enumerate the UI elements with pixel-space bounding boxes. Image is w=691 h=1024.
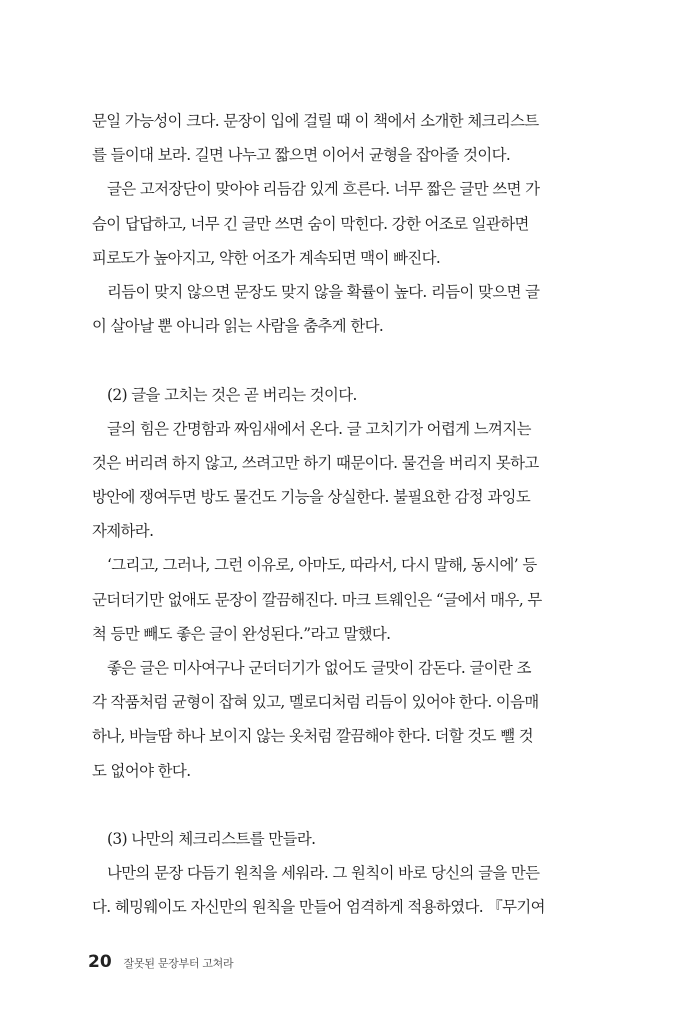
section-spacer xyxy=(92,343,608,377)
text-line: 하나, 바늘땀 하나 보이지 않는 옷처럼 깔끔해야 한다. 더할 것도 뺄 것 xyxy=(92,727,534,746)
text-line: 문일 가능성이 크다. 문장이 입에 걸릴 때 이 책에서 소개한 체크리스트 xyxy=(92,112,539,130)
paragraph xyxy=(92,856,608,924)
section-heading-text: (3) 나만의 체크리스트를 만들라. xyxy=(107,829,316,848)
text-line: 도 없어야 한다. xyxy=(92,761,191,780)
text-line: 방안에 쟁여두면 방도 물건도 기능을 상실한다. 불필요한 감정 과잉도 xyxy=(92,488,531,507)
text-line: 좋은 글은 미사여구나 군더더기가 없어도 글맛이 감돈다. 글이란 조 xyxy=(107,659,531,677)
text-line: 척 등만 빼도 좋은 글이 완성된다.”라고 말했다. xyxy=(92,624,391,643)
paragraph xyxy=(92,172,608,275)
page-footer xyxy=(88,952,233,972)
text-line: 자제하라. xyxy=(92,522,154,541)
text-line: 피로도가 높아지고, 약한 어조가 계속되면 맥이 빠진다. xyxy=(92,248,441,267)
text-line: 다. 헤밍웨이도 자신만의 원칙을 만들어 엄격하게 적용하였다. 『무기여 xyxy=(92,898,545,917)
section-heading xyxy=(92,822,608,856)
page-number: 20 xyxy=(88,952,112,972)
paragraph xyxy=(92,275,608,343)
running-title: 잘못된 문장부터 고쳐라 xyxy=(123,957,234,970)
section-heading xyxy=(92,378,608,412)
section-heading-text: (2) 글을 고치는 것은 곧 버리는 것이다. xyxy=(107,385,357,404)
text-line: 군더더기만 없애도 문장이 깔끔해진다. 마크 트웨인은 “글에서 매우, 무 xyxy=(92,590,542,609)
text-line: 글은 고저장단이 맞아야 리듬감 있게 흐른다. 너무 짧은 글만 쓰면 가 xyxy=(107,180,540,199)
paragraph xyxy=(92,548,608,651)
paragraph xyxy=(92,651,608,788)
text-line: 것은 버리려 하지 않고, 쓰려고만 하기 때문이다. 물건을 버리지 못하고 xyxy=(92,453,539,472)
text-line: 나만의 문장 다듬기 원칙을 세워라. 그 원칙이 바로 당신의 글을 만든 xyxy=(107,864,540,883)
text-line: ‘그리고, 그러나, 그런 이유로, 아마도, 따라서, 다시 말해, 동시에’ 등 xyxy=(107,556,537,575)
paragraph xyxy=(92,412,608,549)
section-spacer xyxy=(92,788,608,822)
text-line: 리듬이 맞지 않으면 문장도 맞지 않을 확률이 높다. 리듬이 맞으면 글 xyxy=(107,282,540,301)
paragraph-continuation xyxy=(92,104,608,172)
text-line: 를 들이대 보라. 길면 나누고 짧으면 이어서 균형을 잡아줄 것이다. xyxy=(92,146,511,165)
text-line: 각 작품처럼 균형이 잡혀 있고, 멜로디처럼 리듬이 있어야 한다. 이음매 xyxy=(92,693,539,712)
text-line: 슴이 답답하고, 너무 긴 글만 쓰면 숨이 막힌다. 강한 어조로 일관하면 xyxy=(92,214,529,233)
text-line: 이 살아날 뿐 아니라 읽는 사람을 춤추게 한다. xyxy=(92,317,384,336)
book-page-body xyxy=(92,104,608,925)
text-line: 글의 힘은 간명함과 짜임새에서 온다. 글 고치기가 어렵게 느껴지는 xyxy=(107,419,531,438)
